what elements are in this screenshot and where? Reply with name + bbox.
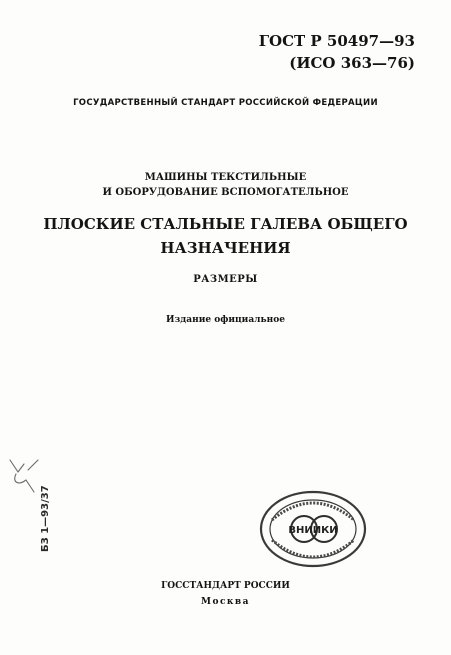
document-title [0, 212, 451, 260]
svg-text:ВНИИКИ: ВНИИКИ [288, 525, 338, 536]
document-subtitle: РАЗМЕРЫ [193, 274, 258, 285]
title-line-1: ПЛОСКИЕ СТАЛЬНЫЕ ГАЛЕВА ОБЩЕГО [43, 215, 408, 233]
iso-reference: (ИСО 363—76) [289, 54, 415, 72]
publisher-block [0, 578, 451, 610]
side-code: БЗ 1—93/37 [40, 485, 51, 552]
title-line-2: НАЗНАЧЕНИЯ [160, 239, 291, 257]
category-heading [0, 170, 451, 200]
gost-number: ГОСТ Р 50497—93 [258, 32, 415, 50]
edition-note: Издание официальное [166, 315, 285, 325]
category-line-1: МАШИНЫ ТЕКСТИЛЬНЫЕ [144, 172, 307, 183]
category-line-2: И ОБОРУДОВАНИЕ ВСПОМОГАТЕЛЬНОЕ [102, 187, 349, 198]
gost-code-block [259, 30, 415, 74]
vniiki-stamp [258, 488, 368, 574]
state-standard-heading: ГОСУДАРСТВЕННЫЙ СТАНДАРТ РОССИЙСКОЙ ФЕДЕРАЦИИ [73, 98, 378, 108]
publisher-name: ГОССТАНДАРТ РОССИИ [161, 581, 290, 591]
handwritten-mark [4, 450, 44, 504]
publisher-city: Москва [200, 597, 251, 607]
